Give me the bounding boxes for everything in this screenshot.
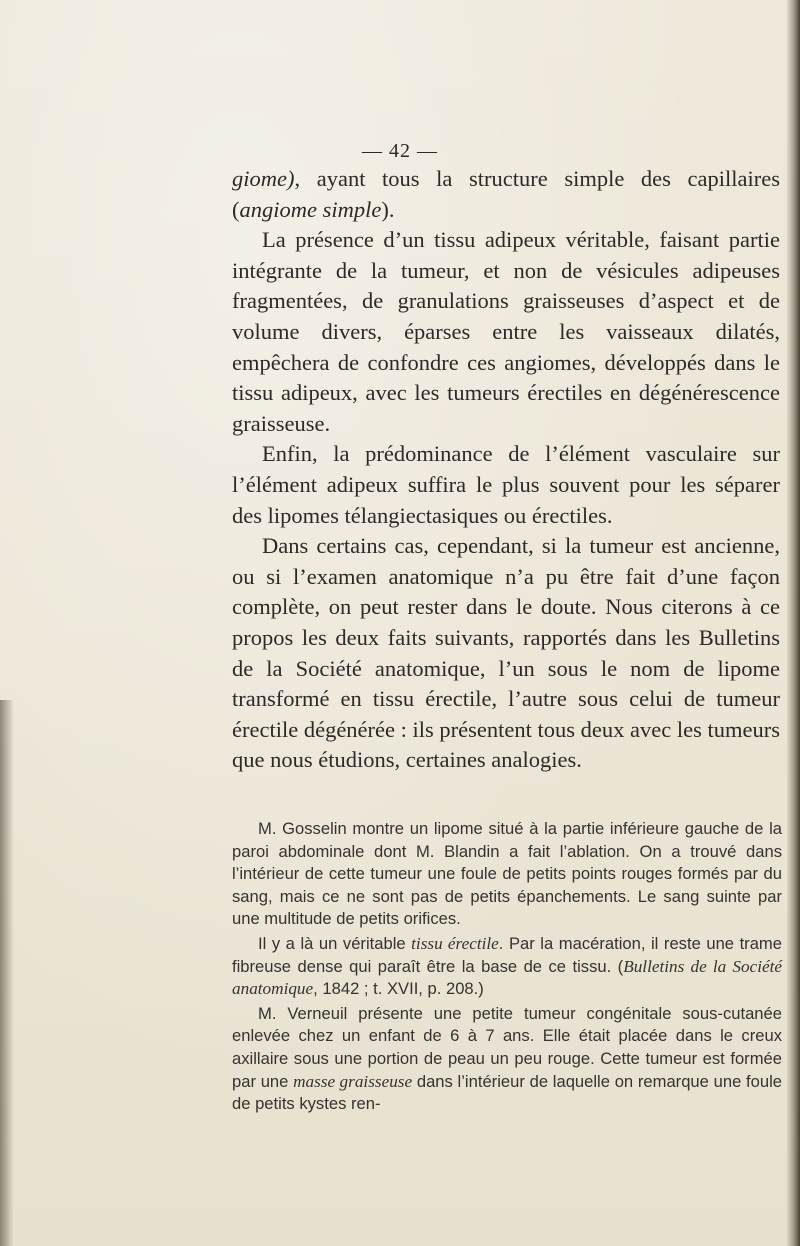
note-paragraph: Il y a là un véritable tissu érectile. Par la macération, il reste une trame fibreuse dense qui paraît être la base de ce tissu. (Bulletins de la Société anatomique, 1842 ; t. XVII, p. 208.) bbox=[232, 933, 782, 999]
page-number: — 42 — bbox=[362, 140, 438, 162]
note-paragraph: M. Gosselin montre un lipome situé à la partie inférieure gauche de la paroi abdominale dont M. Blandin a fait l’ablation. On a trouvé dans l’intérieur de cette tumeur une foule de petits points rouges formés par du sang, mais ce ne sont pas de petits épanchements. Le sang suinte par une multitude de petits orifices. bbox=[232, 819, 782, 929]
page-edge-shadow bbox=[786, 0, 800, 1246]
main-text bbox=[232, 164, 780, 776]
page-edge-shadow-left bbox=[0, 700, 14, 1246]
note-paragraph: M. Verneuil présente une petite tumeur congénitale sous-cutanée enlevée chez un enfant de 6 à 7 ans. Elle était placée dans le creux axillaire sous une portion de peau un peu rouge. Cette tumeur est formée par une masse graisseuse dans l’intérieur de laquelle on remarque une foule de petits kystes ren- bbox=[232, 1003, 783, 1114]
quoted-notes bbox=[232, 818, 782, 1118]
paragraph: La présence d’un tissu adipeux véritable, faisant partie intégrante de la tumeur, et non de vésicules adipeuses fragmentées, de granulations graisseuses d’aspect et de volume divers, éparses entre les vaisseaux dilatés, empêchera de confondre ces angiomes, développés dans le tissu adipeux, avec les tumeurs érectiles en dégénérescence graisseuse. bbox=[232, 227, 780, 436]
paragraph: Enfin, la prédominance de l’élément vasculaire sur l’élément adipeux suffira le plus souvent pour les séparer des lipomes télangiectasiques ou érectiles. bbox=[232, 441, 780, 528]
paragraph: Dans certains cas, cependant, si la tumeur est ancienne, ou si l’examen anatomique n’a pu être fait d’une façon complète, on peut rester dans le doute. Nous citerons à ce propos les deux faits suivants, rapportés dans les Bulletins de la Société anatomique, l’un sous le nom de lipome transformé en tissu érectile, l’autre sous celui de tumeur érectile dégénérée : ils présentent tous deux avec les tumeurs que nous étudions, certaines analogies. bbox=[232, 533, 780, 773]
paragraph: giome), ayant tous la structure simple des capillaires (angiome simple). bbox=[232, 166, 780, 222]
